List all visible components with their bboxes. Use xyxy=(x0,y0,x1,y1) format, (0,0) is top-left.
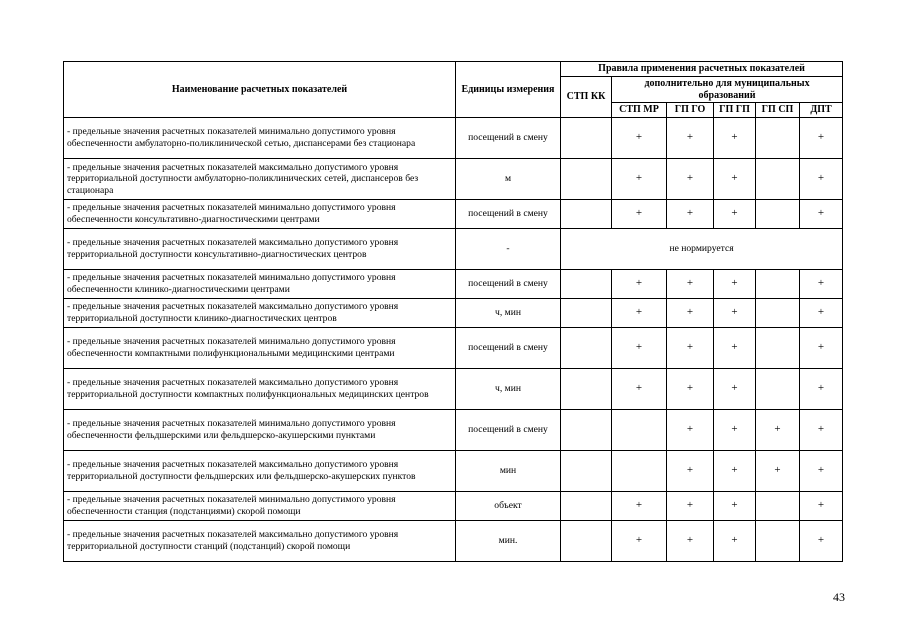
indicator-unit: - xyxy=(456,229,561,270)
cell-gp-go: + xyxy=(667,369,714,410)
cell-gp-go: + xyxy=(667,492,714,521)
cell-stp-kk xyxy=(561,492,612,521)
indicator-name: - предельные значения расчетных показателей максимально допустимого уровня территориальной доступности фельдшерских или фельдшерско-акушерских пунктов xyxy=(64,451,456,492)
cell-stp-kk xyxy=(561,369,612,410)
cell-gp-gp: + xyxy=(714,270,756,299)
table-row xyxy=(64,200,843,229)
cell-gp-go: + xyxy=(667,328,714,369)
indicator-unit: посещений в смену xyxy=(456,270,561,299)
cell-gp-sp: + xyxy=(756,410,800,451)
indicator-name: - предельные значения расчетных показателей максимально допустимого уровня территориальной доступности амбулаторно-поликлинических сетей, диспансеров без стационара xyxy=(64,159,456,200)
indicator-name: - предельные значения расчетных показателей минимально допустимого уровня обеспеченности компактными полифункциональными медицинскими центрами xyxy=(64,328,456,369)
cell-gp-gp: + xyxy=(714,299,756,328)
header-stp-mr: СТП МР xyxy=(612,103,667,118)
cell-dpt: + xyxy=(800,328,843,369)
cell-stp-mr xyxy=(612,410,667,451)
cell-gp-sp xyxy=(756,200,800,229)
cell-dpt: + xyxy=(800,492,843,521)
table-header xyxy=(64,62,843,118)
cell-stp-kk xyxy=(561,299,612,328)
cell-stp-mr: + xyxy=(612,270,667,299)
cell-gp-sp xyxy=(756,369,800,410)
indicator-unit: ч, мин xyxy=(456,369,561,410)
cell-stp-kk xyxy=(561,200,612,229)
cell-gp-gp: + xyxy=(714,492,756,521)
cell-gp-go: + xyxy=(667,200,714,229)
cell-gp-go: + xyxy=(667,410,714,451)
cell-gp-gp: + xyxy=(714,200,756,229)
cell-gp-gp: + xyxy=(714,451,756,492)
cell-dpt: + xyxy=(800,159,843,200)
table-row xyxy=(64,328,843,369)
cell-stp-mr: + xyxy=(612,521,667,562)
cell-dpt: + xyxy=(800,299,843,328)
cell-gp-go: + xyxy=(667,521,714,562)
indicator-name: - предельные значения расчетных показателей максимально допустимого уровня территориальной доступности консультативно-диагностических центров xyxy=(64,229,456,270)
indicator-name: - предельные значения расчетных показателей минимально допустимого уровня обеспеченности амбулаторно-поликлинической сетью, диспансерами без стационара xyxy=(64,118,456,159)
cell-gp-gp: + xyxy=(714,328,756,369)
cell-stp-kk xyxy=(561,118,612,159)
indicator-name: - предельные значения расчетных показателей максимально допустимого уровня территориальной доступности клинико-диагностических центров xyxy=(64,299,456,328)
cell-gp-sp xyxy=(756,159,800,200)
cell-gp-sp xyxy=(756,492,800,521)
cell-stp-kk xyxy=(561,521,612,562)
indicator-unit: посещений в смену xyxy=(456,200,561,229)
cell-gp-sp xyxy=(756,299,800,328)
table-row xyxy=(64,270,843,299)
cell-dpt: + xyxy=(800,270,843,299)
header-rules: Правила применения расчетных показателей xyxy=(561,62,843,77)
merged-note: не нормируется xyxy=(561,229,843,270)
cell-gp-sp xyxy=(756,328,800,369)
cell-stp-kk xyxy=(561,410,612,451)
indicator-name: - предельные значения расчетных показателей минимально допустимого уровня обеспеченности клинико-диагностическими центрами xyxy=(64,270,456,299)
header-additional: дополнительно для муниципальных образований xyxy=(612,77,843,103)
cell-stp-mr: + xyxy=(612,328,667,369)
cell-gp-gp: + xyxy=(714,410,756,451)
cell-gp-sp xyxy=(756,521,800,562)
cell-dpt: + xyxy=(800,200,843,229)
cell-dpt: + xyxy=(800,451,843,492)
table-row xyxy=(64,410,843,451)
cell-dpt: + xyxy=(800,410,843,451)
cell-gp-go: + xyxy=(667,451,714,492)
cell-gp-go: + xyxy=(667,270,714,299)
page-number: 43 xyxy=(833,590,845,604)
table-row xyxy=(64,299,843,328)
indicator-unit: мин xyxy=(456,451,561,492)
cell-stp-kk xyxy=(561,451,612,492)
indicator-name: - предельные значения расчетных показателей максимально допустимого уровня территориальной доступности станций (подстанций) скорой помощи xyxy=(64,521,456,562)
indicator-unit: объект xyxy=(456,492,561,521)
indicator-name: - предельные значения расчетных показателей минимально допустимого уровня обеспеченности станция (подстанциями) скорой помощи xyxy=(64,492,456,521)
cell-gp-sp xyxy=(756,270,800,299)
cell-stp-mr: + xyxy=(612,200,667,229)
cell-stp-mr: + xyxy=(612,159,667,200)
cell-gp-go: + xyxy=(667,159,714,200)
cell-stp-mr: + xyxy=(612,118,667,159)
cell-gp-go: + xyxy=(667,299,714,328)
header-stp-kk: СТП КК xyxy=(561,77,612,118)
header-unit: Единицы измерения xyxy=(456,62,561,118)
indicator-unit: посещений в смену xyxy=(456,328,561,369)
table-row xyxy=(64,159,843,200)
indicator-unit: посещений в смену xyxy=(456,410,561,451)
cell-stp-mr: + xyxy=(612,492,667,521)
cell-stp-kk xyxy=(561,159,612,200)
table-row xyxy=(64,229,843,270)
cell-stp-mr xyxy=(612,451,667,492)
cell-stp-kk xyxy=(561,270,612,299)
header-gp-sp: ГП СП xyxy=(756,103,800,118)
indicator-name: - предельные значения расчетных показателей максимально допустимого уровня территориальной доступности компактных полифункциональных медицинских центров xyxy=(64,369,456,410)
header-dpt: ДПТ xyxy=(800,103,843,118)
indicator-unit: ч, мин xyxy=(456,299,561,328)
cell-gp-gp: + xyxy=(714,521,756,562)
table-row xyxy=(64,521,843,562)
table-row xyxy=(64,369,843,410)
cell-dpt: + xyxy=(800,369,843,410)
indicator-name: - предельные значения расчетных показателей минимально допустимого уровня обеспеченности фельдшерскими или фельдшерско-акушерскими пунктами xyxy=(64,410,456,451)
table-row xyxy=(64,451,843,492)
header-name: Наименование расчетных показателей xyxy=(64,62,456,118)
header-gp-gp: ГП ГП xyxy=(714,103,756,118)
cell-stp-mr: + xyxy=(612,299,667,328)
cell-gp-gp: + xyxy=(714,118,756,159)
cell-gp-sp: + xyxy=(756,451,800,492)
cell-gp-sp xyxy=(756,118,800,159)
cell-stp-mr: + xyxy=(612,369,667,410)
table-row xyxy=(64,118,843,159)
indicator-unit: посещений в смену xyxy=(456,118,561,159)
indicator-unit: м xyxy=(456,159,561,200)
cell-stp-kk xyxy=(561,328,612,369)
cell-gp-gp: + xyxy=(714,159,756,200)
cell-gp-go: + xyxy=(667,118,714,159)
table-body xyxy=(64,118,843,562)
cell-dpt: + xyxy=(800,118,843,159)
header-gp-go: ГП ГО xyxy=(667,103,714,118)
cell-dpt: + xyxy=(800,521,843,562)
indicator-name: - предельные значения расчетных показателей минимально допустимого уровня обеспеченности консультативно-диагностическими центрами xyxy=(64,200,456,229)
table-row xyxy=(64,492,843,521)
indicators-table xyxy=(63,61,843,562)
indicator-unit: мин. xyxy=(456,521,561,562)
cell-gp-gp: + xyxy=(714,369,756,410)
